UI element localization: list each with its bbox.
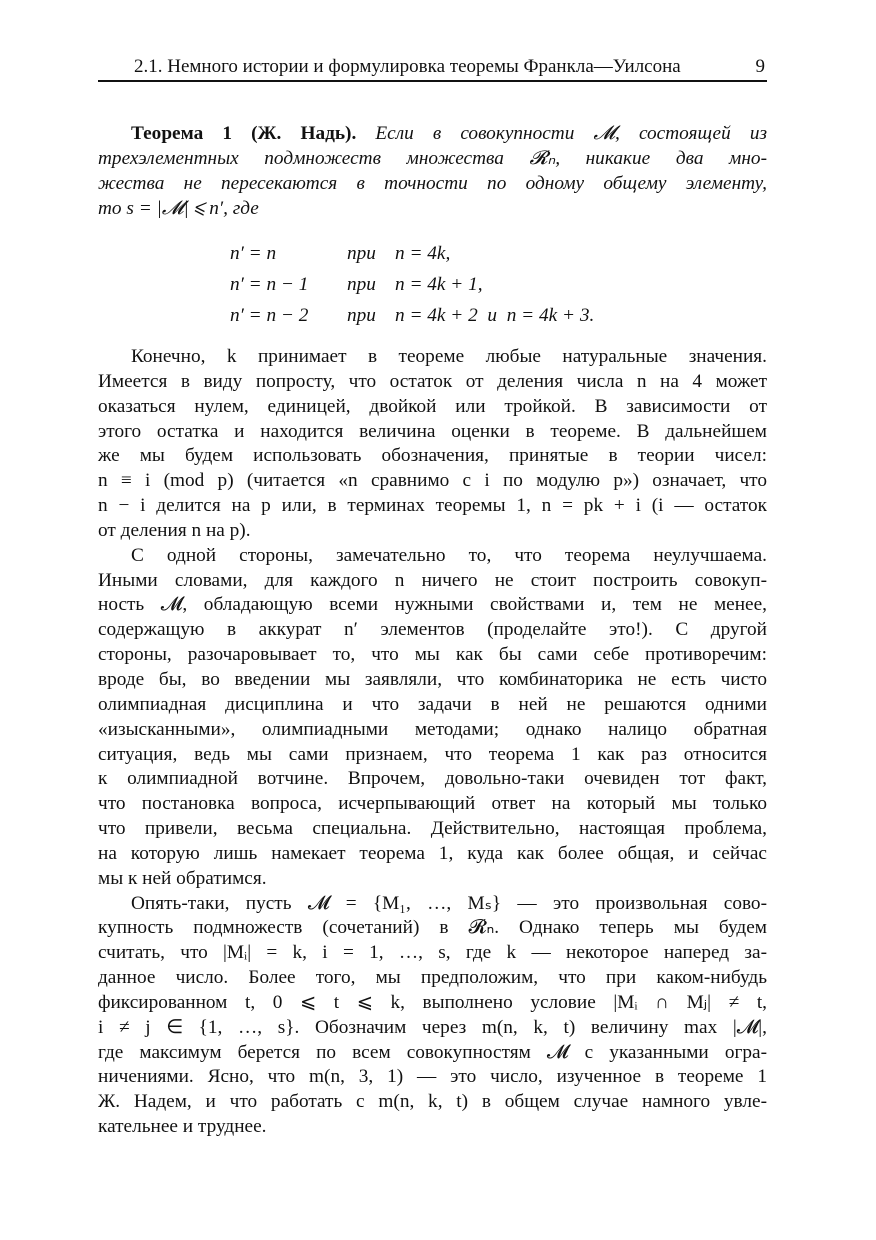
text-line: что постановка вопроса, исчерпывающий ответ на который мы только: [98, 793, 767, 815]
text-line: на которую лишь намекает теорема 1, куда как более общая, и сейчас: [98, 842, 767, 864]
text-line: стороны, разочаровывает то, что мы как бы сами себе противоречим:: [98, 644, 767, 666]
text-line: n ≡ i (mod p) (читается «n сравнимо с i по модулю p») означает, что: [98, 470, 767, 492]
text-line: к олимпиадной вотчине. Впрочем, довольно-таки очевиден тот факт,: [98, 768, 767, 790]
theorem-line: трехэлементных подмножеств множества 𝓡ₙ, никакие два мно-: [98, 147, 767, 169]
text-line: ность 𝓜, обладающую всеми нужными свойствами и, тем не менее,: [98, 594, 767, 616]
formula-lhs: n′ = n − 2: [230, 305, 309, 326]
formula-lhs: n′ = n: [230, 243, 277, 264]
text-line: данное число. Более того, мы предположим, что при каком-нибудь: [98, 967, 767, 989]
text-line: ничениями. Ясно, что m(n, 3, 1) — это число, изученное в теореме 1: [98, 1066, 767, 1088]
body-text: [98, 345, 767, 1140]
text-line: «изысканными», олимпиадными методами; однако налицо обратная: [98, 718, 767, 740]
formula-lhs: n′ = n − 1: [230, 274, 309, 295]
theorem-line: то s = |𝓜| ⩽ n′, где: [98, 197, 259, 219]
text-line: ситуация, ведь мы сами признаем, что теорема 1 как раз относится: [98, 743, 767, 765]
formula-line: [230, 300, 730, 331]
formula-condition: n = 4k,: [395, 243, 451, 264]
theorem-line: [98, 122, 767, 147]
text-line: i ≠ j ∈ {1, …, s}. Обозначим через m(n, k, t) величину max |𝓜|,: [98, 1016, 767, 1038]
theorem-line: жества не пересекаются в точности по одному общему элементу,: [98, 172, 767, 194]
paragraph: [98, 892, 767, 1140]
text-line: содержащую в аккурат n′ элементов (проделайте это!). С другой: [98, 619, 767, 641]
formula-condition: n = 4k + 1,: [395, 274, 483, 295]
text-line: Иными словами, для каждого n ничего не стоит построить совокуп-: [98, 569, 767, 591]
formula-condition-word: при: [347, 243, 376, 264]
page-number: 9: [755, 56, 765, 77]
text-line: олимпиадная дисциплина и что задачи в ней не решаются одними: [98, 693, 767, 715]
text-line: n − i делится на p или, в терминах теоремы 1, n = pk + i (i — остаток: [98, 495, 767, 517]
formula-line: [230, 269, 730, 300]
formula-condition-word: при: [347, 274, 376, 295]
text-line: же мы будем использовать обозначения, принятые в теории чисел:: [98, 445, 767, 467]
text-line: этого остатка и находится величина оценки в теореме. В дальнейшем: [98, 420, 767, 442]
text-line: кательнее и труднее.: [98, 1116, 267, 1138]
text-line: С одной стороны, замечательно то, что теорема неулучшаема.: [131, 544, 767, 566]
text-line: Опять-таки, пусть 𝓜 = {M₁, …, Mₛ} — это произвольная сово-: [131, 892, 767, 914]
theorem-label: Теорема 1 (Ж. Надь).: [131, 123, 357, 144]
paragraph: [98, 544, 767, 892]
text-line: считать, что |Mᵢ| = k, i = 1, …, s, где k — некоторое наперед за-: [98, 942, 767, 964]
formulas: [230, 238, 730, 331]
text-line: Имеется в виду попросту, что остаток от деления числа n на 4 может: [98, 370, 767, 392]
paragraph: [98, 345, 767, 544]
text-line: Ж. Надем, и что работать с m(n, k, t) в общем случае намного увле-: [98, 1091, 767, 1113]
formula-condition-word: при: [347, 305, 376, 326]
theorem-text: Если в совокупности 𝓜, состоящей из: [356, 123, 768, 144]
text-line: Конечно, k принимает в теореме любые натуральные значения.: [131, 346, 767, 367]
text-line: что привели, весьма специальна. Действительно, настоящая проблема,: [98, 818, 767, 840]
text-line: оказаться нулем, единицей, двойкой или тройкой. В зависимости от: [98, 395, 767, 417]
formula-line: [230, 238, 730, 269]
text-line: от деления n на p).: [98, 519, 251, 541]
text-line: фиксированном t, 0 ⩽ t ⩽ k, выполнено условие |Mᵢ ∩ Mⱼ| ≠ t,: [98, 991, 767, 1013]
running-header: [98, 56, 767, 82]
formula-condition: n = 4k + 2 и n = 4k + 3.: [395, 305, 595, 326]
theorem: [98, 122, 767, 221]
text-line: купность подмножеств (сочетаний) в 𝓡ₙ. Однако теперь мы будем: [98, 917, 767, 939]
text-line: вроде бы, во введении мы заявляли, что комбинаторика не есть чисто: [98, 668, 767, 690]
text-line: где максимум берется по всем совокупностям 𝓜 с указанными огра-: [98, 1041, 767, 1063]
text-line: мы к ней обратимся.: [98, 867, 267, 889]
header-title: 2.1. Немного истории и формулировка теоремы Франкла—Уилсона: [134, 56, 681, 77]
